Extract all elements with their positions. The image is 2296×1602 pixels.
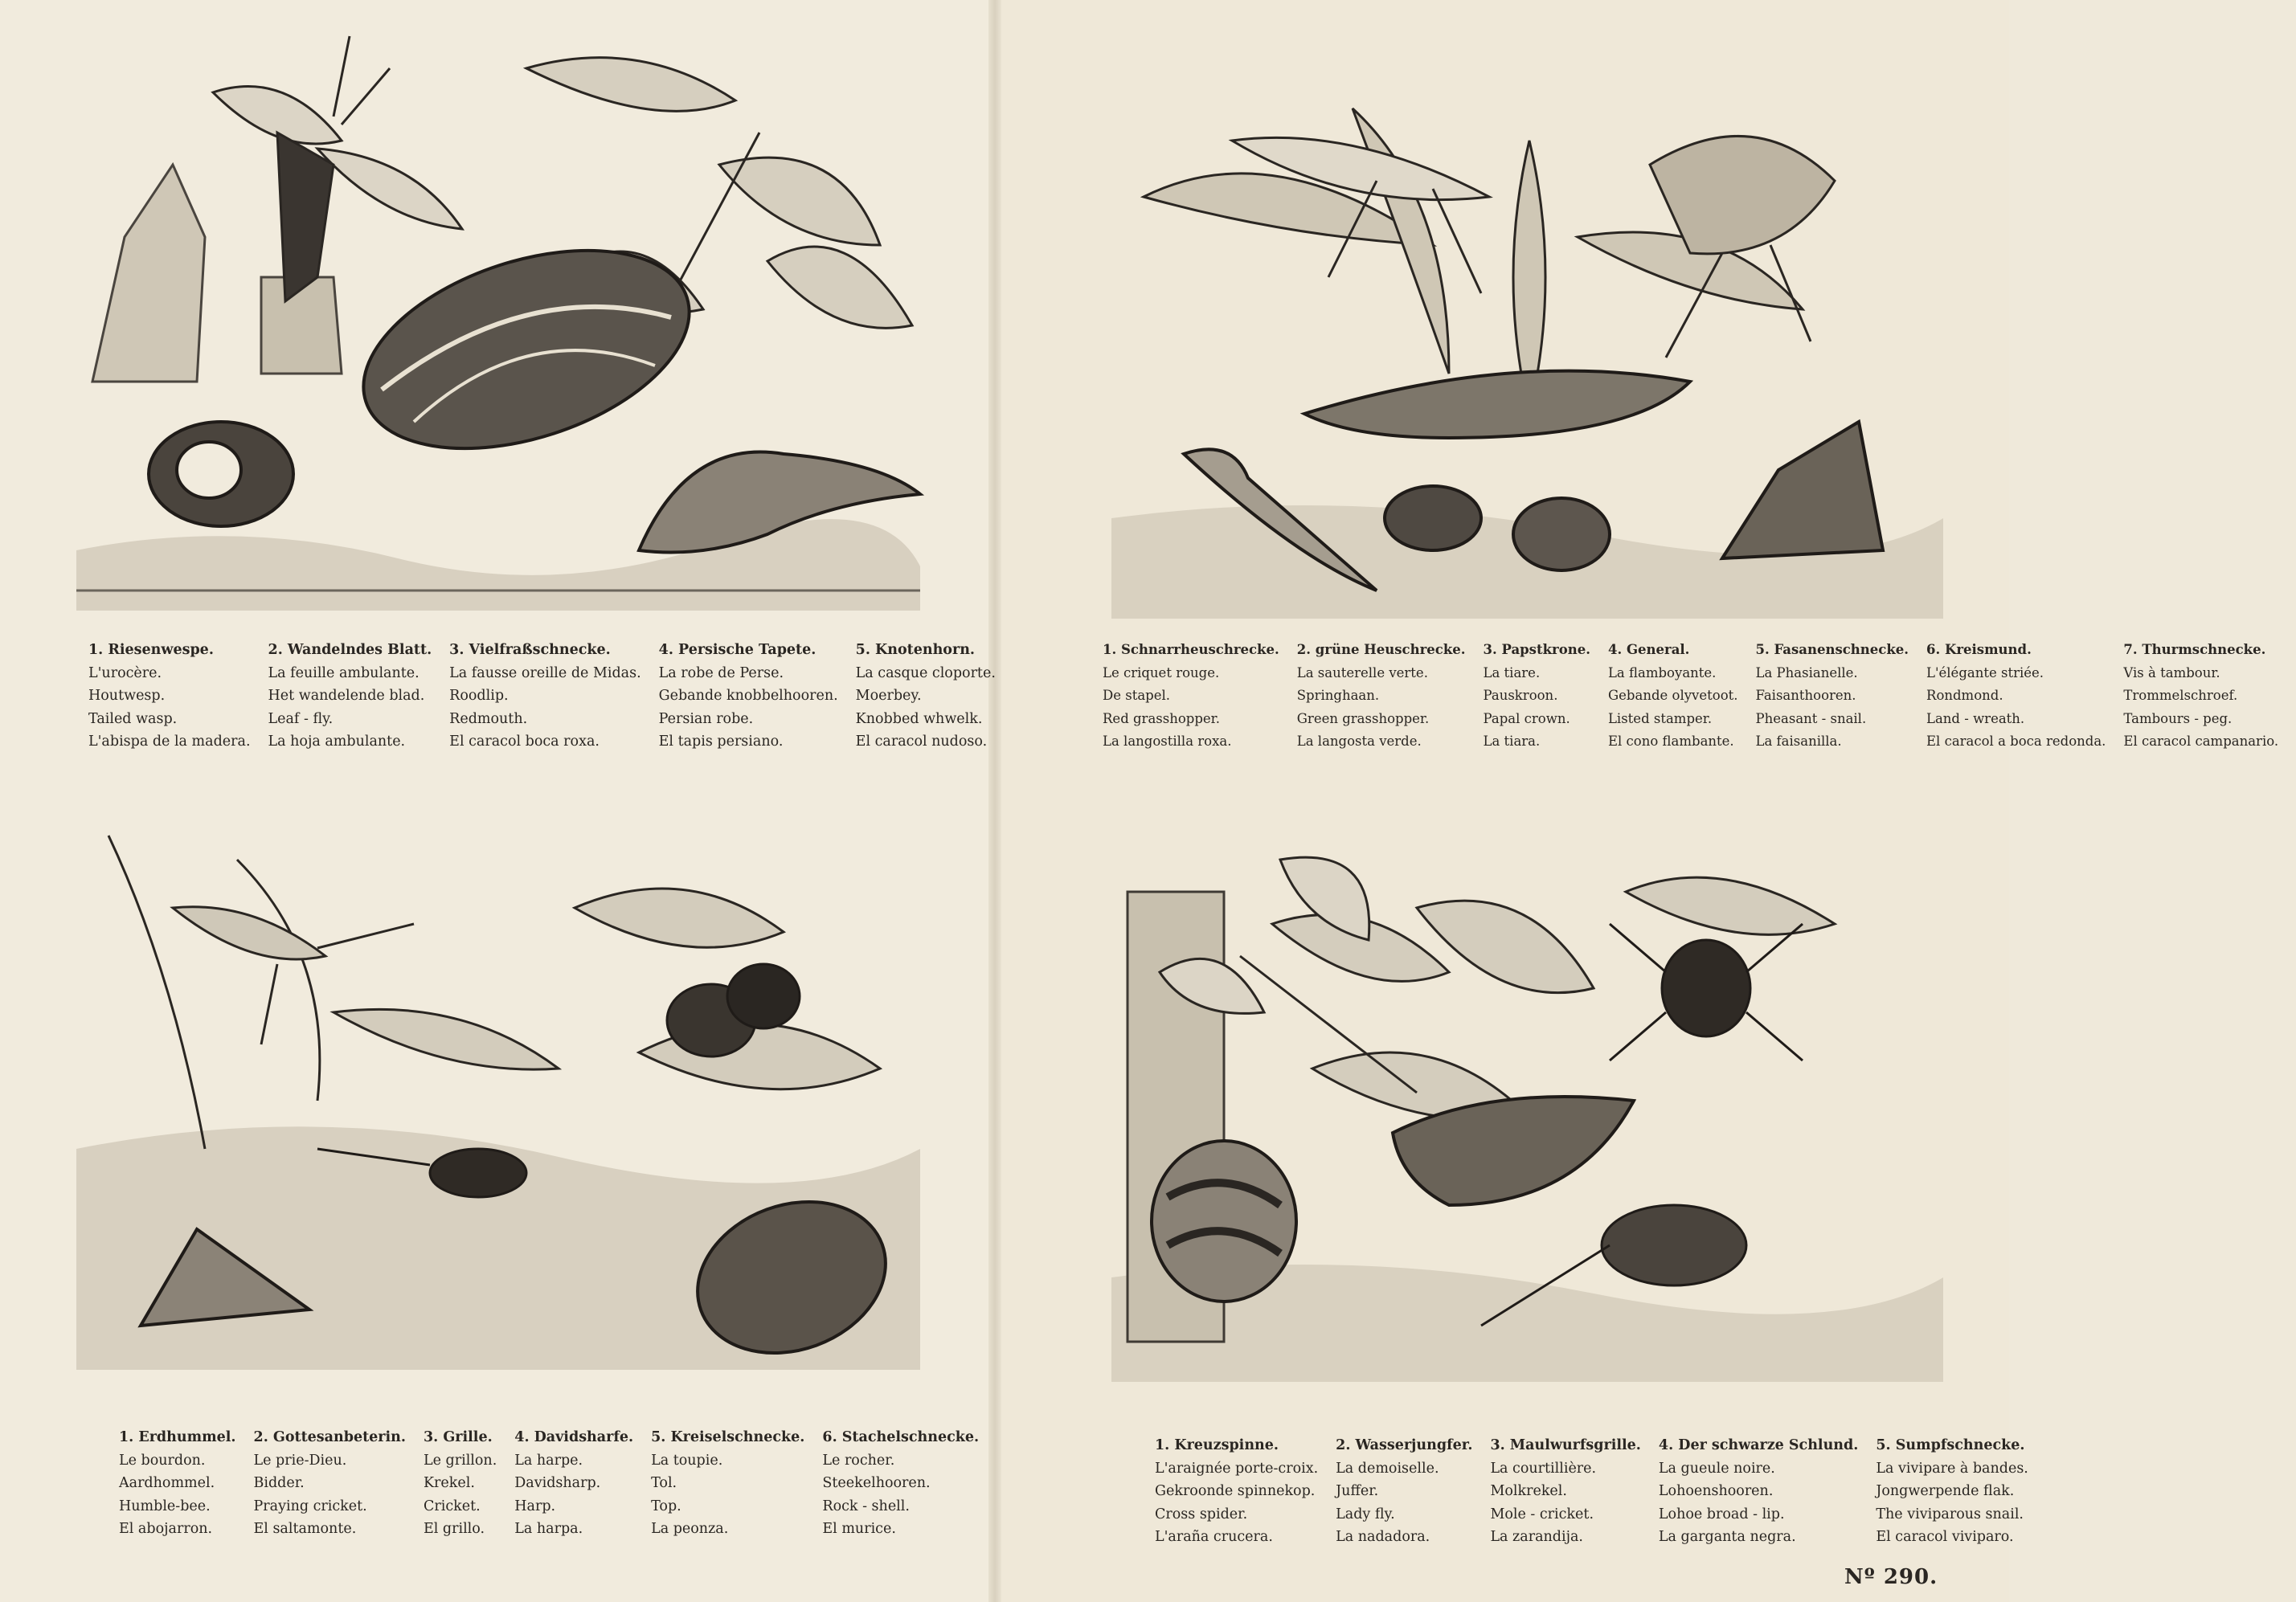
translation-line: La Phasianelle. (1755, 664, 1858, 680)
species-name: 6. Kreismund. (1926, 642, 2032, 657)
caption-column (1756, 639, 1909, 754)
translation-line: Praying cricket. (253, 1498, 367, 1514)
species-name: 3. Papstkrone. (1483, 642, 1590, 657)
species-name: 2. Wasserjungfer. (1336, 1437, 1473, 1453)
shell-redmouth (149, 422, 293, 526)
translation-line: El caracol viviparo. (1876, 1529, 2014, 1545)
shell-viviparous (1152, 1141, 1296, 1302)
translation-line: Het wandelende blad. (268, 688, 425, 704)
translation-line: Pauskroon. (1483, 688, 1558, 703)
translation-line: Gebande knobbelhooren. (658, 688, 838, 704)
translation-line: Tailed wasp. (88, 710, 178, 727)
translation-line: La casque cloporte. (855, 664, 996, 681)
translation-line: La gueule noire. (1658, 1460, 1775, 1477)
translation-line: La harpe. (514, 1452, 583, 1469)
translation-line: El murice. (822, 1521, 896, 1537)
translation-line: Davidsharp. (514, 1475, 601, 1491)
translation-line: Steekelhooren. (822, 1475, 931, 1491)
translation-line: Krekel. (423, 1475, 475, 1491)
translation-line: L'abispa de la madera. (88, 734, 251, 750)
species-name: 1. Erdhummel. (119, 1429, 236, 1445)
species-name: 2. Gottesanbeterin. (253, 1429, 406, 1445)
caption-top-left (88, 639, 1013, 754)
caption-column (449, 639, 641, 754)
translation-line: Green grasshopper. (1296, 710, 1430, 726)
translation-line: La vivipare à bandes. (1876, 1460, 2028, 1477)
translation-line: La toupie. (651, 1452, 723, 1469)
translation-line: Molkrekel. (1490, 1483, 1567, 1499)
caption-bottom-left (119, 1426, 997, 1541)
caption-column (268, 639, 432, 754)
translation-line: Persian robe. (658, 710, 754, 727)
translation-line: La hoja ambulante. (268, 734, 406, 750)
translation-line: Listed stamper. (1607, 710, 1713, 726)
caption-column (659, 639, 838, 754)
caption-column (2123, 639, 2278, 754)
translation-line: Rock - shell. (822, 1498, 910, 1514)
translation-line: Harp. (514, 1498, 556, 1514)
translation-line: Moerbey. (855, 688, 922, 704)
species-name: 2. grüne Heuschrecke. (1296, 642, 1466, 657)
translation-line: Juffer. (1336, 1483, 1379, 1499)
species-name: 6. Stachelschnecke. (822, 1429, 980, 1445)
translation-line: Leaf - fly. (268, 710, 334, 727)
caption-column (1103, 639, 1279, 754)
plate-number: Nº 290. (1844, 1565, 1938, 1589)
translation-line: Papal crown. (1483, 710, 1570, 726)
translation-line: El abojarron. (119, 1521, 213, 1537)
caption-column (856, 639, 996, 754)
species-name: 7. Thurmschnecke. (2123, 642, 2266, 657)
translation-line: La zarandija. (1490, 1529, 1583, 1545)
translation-line: La feuille ambulante. (268, 664, 420, 681)
translation-line: La courtillière. (1490, 1460, 1597, 1477)
species-name: 5. Fasanenschnecke. (1755, 642, 1909, 657)
translation-line: Rondmond. (1926, 688, 2003, 703)
translation-line: Gebande olyvetoot. (1607, 688, 1738, 703)
translation-line: La fausse oreille de Midas. (449, 664, 641, 681)
species-name: 5. Kreiselschnecke. (651, 1429, 805, 1445)
translation-line: L'araña crucera. (1155, 1529, 1273, 1545)
translation-line: El caracol a boca redonda. (1926, 734, 2106, 749)
illustration-bottom-right (1111, 828, 1943, 1382)
caption-column (1155, 1434, 1318, 1549)
translation-line: Lohoenshooren. (1658, 1483, 1774, 1499)
translation-line: El caracol nudoso. (855, 734, 988, 750)
translation-line: Cross spider. (1155, 1506, 1248, 1522)
translation-line: La nadadora. (1336, 1529, 1430, 1545)
translation-line: La flamboyante. (1607, 664, 1717, 680)
caption-column (1608, 639, 1738, 754)
translation-line: Lohoe broad - lip. (1658, 1506, 1785, 1522)
translation-line: La demoiselle. (1336, 1460, 1439, 1477)
species-name: 3. Grille. (423, 1429, 493, 1445)
translation-line: La tiara. (1483, 734, 1541, 749)
translation-line: Roodlip. (449, 688, 509, 704)
translation-line: L'araignée porte-croix. (1155, 1460, 1319, 1477)
translation-line: Le bourdon. (119, 1452, 206, 1469)
caption-column (88, 639, 251, 754)
translation-line: La sauterelle verte. (1296, 664, 1428, 680)
translation-line: Tambours - peg. (2123, 710, 2233, 726)
translation-line: La robe de Perse. (658, 664, 784, 681)
translation-line: Top. (651, 1498, 681, 1514)
species-name: 4. Davidsharfe. (514, 1429, 634, 1445)
translation-line: La peonza. (651, 1521, 729, 1537)
caption-column (254, 1426, 406, 1541)
caption-column (1336, 1434, 1472, 1549)
translation-line: The viviparous snail. (1876, 1506, 2024, 1522)
translation-line: El caracol campanario. (2123, 734, 2279, 749)
illustration-top-right (1111, 36, 1943, 619)
species-name: 5. Knotenhorn. (855, 642, 976, 658)
caption-column (651, 1426, 804, 1541)
translation-line: Land - wreath. (1926, 710, 2025, 726)
translation-line: Red grasshopper. (1103, 710, 1220, 726)
translation-line: Bidder. (253, 1475, 305, 1491)
translation-line: El grillo. (423, 1521, 485, 1537)
caption-column (822, 1426, 979, 1541)
illustration-bottom-left (76, 811, 920, 1370)
species-name: 1. Riesenwespe. (88, 642, 214, 658)
caption-column (1490, 1434, 1640, 1549)
translation-line: Knobbed whwelk. (855, 710, 983, 727)
caption-column (1926, 639, 2106, 754)
translation-line: Aardhommel. (119, 1475, 215, 1491)
caption-bottom-right (1155, 1434, 2046, 1549)
species-name: 4. Der schwarze Schlund. (1658, 1437, 1859, 1453)
translation-line: La tiare. (1483, 664, 1541, 680)
translation-line: La langostilla roxa. (1103, 734, 1232, 749)
caption-column (119, 1426, 236, 1541)
translation-line: Cricket. (423, 1498, 481, 1514)
translation-line: Trommelschroef. (2123, 688, 2238, 703)
translation-line: Springhaan. (1296, 688, 1380, 703)
translation-line: La faisanilla. (1755, 734, 1842, 749)
translation-line: El saltamonte. (253, 1521, 357, 1537)
translation-line: La garganta negra. (1658, 1529, 1796, 1545)
species-name: 1. Schnarrheuschrecke. (1103, 642, 1279, 657)
translation-line: Gekroonde spinnekop. (1155, 1483, 1316, 1499)
translation-line: De stapel. (1103, 688, 1171, 703)
page-fold (988, 0, 1001, 1602)
translation-line: L'urocère. (88, 664, 162, 681)
translation-line: Vis à tambour. (2123, 664, 2220, 680)
caption-column (514, 1426, 633, 1541)
species-name: 5. Sumpfschnecke. (1876, 1437, 2025, 1453)
translation-line: Lady fly. (1336, 1506, 1395, 1522)
translation-line: Faisanthooren. (1755, 688, 1856, 703)
translation-line: Le criquet rouge. (1103, 664, 1220, 680)
caption-top-right (1103, 639, 2296, 754)
caption-column (1659, 1434, 1858, 1549)
species-name: 4. Persische Tapete. (658, 642, 816, 658)
translation-line: La langosta verde. (1296, 734, 1422, 749)
translation-line: El tapis persiano. (658, 734, 784, 750)
translation-line: Jongwerpende flak. (1876, 1483, 2015, 1499)
translation-line: El caracol boca roxa. (449, 734, 600, 750)
species-name: 2. Wandelndes Blatt. (268, 642, 432, 658)
translation-line: La harpa. (514, 1521, 583, 1537)
translation-line: El cono flambante. (1607, 734, 1734, 749)
translation-line: Redmouth. (449, 710, 528, 727)
species-name: 3. Maulwurfsgrille. (1490, 1437, 1641, 1453)
translation-line: Mole - cricket. (1490, 1506, 1594, 1522)
translation-line: Pheasant - snail. (1755, 710, 1867, 726)
caption-column (1297, 639, 1466, 754)
species-name: 1. Kreuzspinne. (1155, 1437, 1279, 1453)
caption-column (424, 1426, 497, 1541)
species-name: 4. General. (1607, 642, 1690, 657)
translation-line: Le prie-Dieu. (253, 1452, 347, 1469)
translation-line: Le rocher. (822, 1452, 895, 1469)
caption-column (1484, 639, 1590, 754)
species-name: 3. Vielfraßschnecke. (449, 642, 611, 658)
translation-line: Humble-bee. (119, 1498, 211, 1514)
translation-line: Houtwesp. (88, 688, 166, 704)
translation-line: L'élégante striée. (1926, 664, 2044, 680)
translation-line: Le grillon. (423, 1452, 497, 1469)
caption-column (1876, 1434, 2028, 1549)
illustration-top-left (76, 36, 920, 611)
translation-line: Tol. (651, 1475, 677, 1491)
